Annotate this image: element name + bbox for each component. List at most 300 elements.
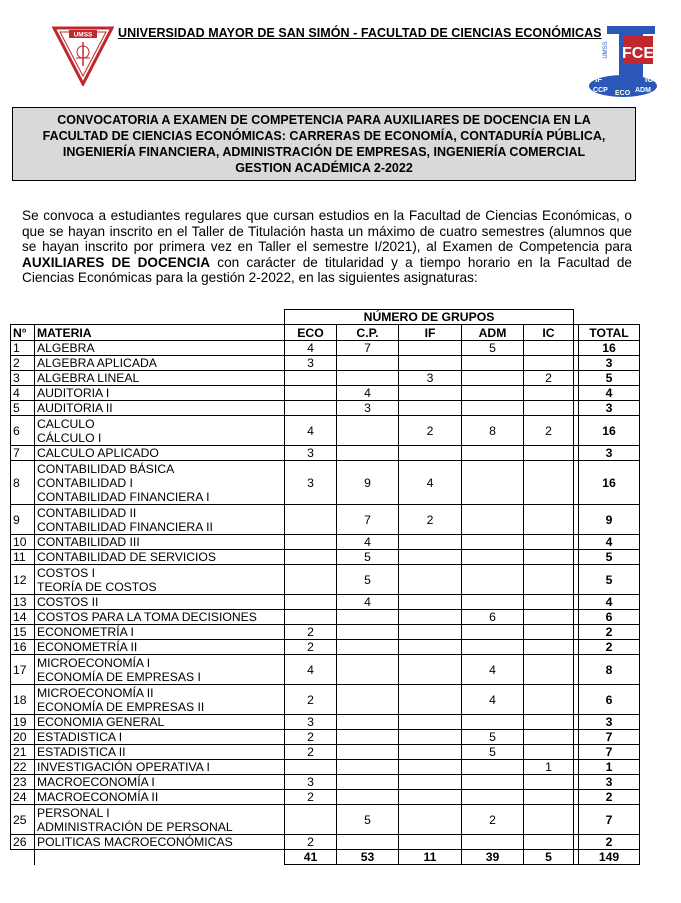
cell-adm [462,640,524,655]
cell-adm: 4 [462,655,524,685]
document-header [0,0,681,100]
row-number: 16 [11,640,35,655]
cell-total: 7 [579,745,640,760]
cell-cp [337,790,399,805]
materia-line: ADMINISTRACIÓN DE PERSONAL [37,819,233,834]
cell-if [399,715,462,730]
row-number: 20 [11,730,35,745]
cell-total: 5 [579,565,640,595]
materia-line: CALCULO [37,416,95,431]
cell-total: 2 [579,625,640,640]
row-materia [35,595,285,610]
table-row [11,745,640,760]
materia-line: AUDITORIA II [37,401,113,415]
materia-line: CONTABILIDAD BÁSICA [37,461,175,476]
cell-eco: 2 [285,685,337,715]
title-line: CONVOCATORIA A EXAMEN DE COMPETENCIA PARA AUXILIARES DE DOCENCIA EN LA [57,113,591,127]
col-header-materia: MATERIA [35,325,285,341]
total-adm: 39 [462,850,524,865]
materia-line: INVESTIGACIÓN OPERATIVA I [37,760,210,774]
total-grand: 149 [579,850,640,865]
table-row [11,550,640,565]
cell-if: 3 [399,371,462,386]
cell-adm [462,565,524,595]
materia-line: ALGEBRA LINEAL [37,371,140,385]
cell-total: 3 [579,775,640,790]
row-number: 18 [11,685,35,715]
svg-text:UMSS: UMSS [603,41,609,59]
group-count-header: NÚMERO DE GRUPOS [285,310,574,325]
table-row [11,386,640,401]
cell-total: 6 [579,610,640,625]
row-materia [35,775,285,790]
cell-ic [524,790,574,805]
cell-ic [524,610,574,625]
cell-adm [462,505,524,535]
cell-if [399,655,462,685]
row-materia [35,356,285,371]
cell-ic [524,341,574,356]
materia-line: PERSONAL I [37,805,110,820]
cell-adm: 5 [462,341,524,356]
cell-eco: 3 [285,715,337,730]
svg-text:CCP: CCP [593,87,608,94]
cell-eco: 3 [285,461,337,505]
cell-ic [524,835,574,850]
title-line: FACULTAD DE CIENCIAS ECONÓMICAS: CARRERAS DE ECONOMÍA, CONTADURÍA PÚBLICA, [42,129,606,143]
cell-adm [462,625,524,640]
cell-total: 3 [579,401,640,416]
intro-bold-text: AUXILIARES DE DOCENCIA [22,254,211,270]
row-materia [35,416,285,446]
cell-total: 16 [579,416,640,446]
cell-total: 4 [579,386,640,401]
cell-ic [524,461,574,505]
materia-line: CONTABILIDAD II [37,505,137,520]
cell-adm [462,446,524,461]
cell-if [399,625,462,640]
cell-adm [462,461,524,505]
materia-line: CONTABILIDAD DE SERVICIOS [37,550,217,564]
total-eco: 41 [285,850,337,865]
row-number: 9 [11,505,35,535]
cell-ic [524,715,574,730]
cell-ic: 2 [524,416,574,446]
cell-cp: 4 [337,595,399,610]
cell-cp [337,371,399,386]
cell-eco [285,371,337,386]
cell-total: 8 [579,655,640,685]
table-row [11,835,640,850]
col-header-cp: C.P. [337,325,399,341]
cell-ic [524,446,574,461]
cell-if: 2 [399,505,462,535]
cell-cp [337,730,399,745]
row-materia [35,760,285,775]
cell-ic [524,505,574,535]
cell-cp [337,655,399,685]
table-row [11,356,640,371]
cell-eco: 4 [285,341,337,356]
cell-adm [462,535,524,550]
materia-line: TEORÍA DE COSTOS [37,579,157,594]
cell-cp: 5 [337,805,399,835]
cell-adm [462,401,524,416]
materia-line: POLITICAS MACROECONÓMICAS [37,835,233,849]
table-row [11,655,640,685]
row-number: 6 [11,416,35,446]
materia-line: CONTABILIDAD FINANCIERA I [37,489,210,504]
table-row [11,535,640,550]
row-number: 13 [11,595,35,610]
svg-text:IC: IC [645,75,653,84]
table-row [11,610,640,625]
cell-if [399,790,462,805]
materia-line: MACROECONOMÍA II [37,790,159,804]
materia-line: MICROECONOMÍA II [37,685,154,700]
row-materia [35,730,285,745]
cell-ic [524,401,574,416]
materia-line: CONTABILIDAD I [37,475,133,490]
cell-ic [524,775,574,790]
materia-line: ECONOMETRÍA I [37,625,134,639]
row-number: 4 [11,386,35,401]
row-materia [35,610,285,625]
cell-cp [337,446,399,461]
table-row [11,640,640,655]
table-row [11,401,640,416]
cell-adm [462,790,524,805]
cell-ic [524,565,574,595]
cell-ic [524,655,574,685]
svg-text:UMSS: UMSS [73,31,93,39]
subjects-table [10,309,640,865]
row-materia [35,550,285,565]
cell-total: 4 [579,595,640,610]
table-row [11,416,640,446]
materia-line: CONTABILIDAD III [37,535,140,549]
cell-eco [285,610,337,625]
cell-if [399,446,462,461]
cell-adm [462,550,524,565]
cell-if [399,610,462,625]
cell-if [399,730,462,745]
total-cp: 53 [337,850,399,865]
total-if: 11 [399,850,462,865]
cell-cp [337,625,399,640]
cell-total: 2 [579,790,640,805]
cell-cp: 7 [337,505,399,535]
cell-total: 16 [579,461,640,505]
col-header-if: IF [399,325,462,341]
cell-eco: 2 [285,640,337,655]
cell-if [399,775,462,790]
table-row [11,505,640,535]
cell-if: 2 [399,416,462,446]
title-line: GESTION ACADÉMICA 2-2022 [235,161,413,175]
table-row [11,461,640,505]
cell-if [399,835,462,850]
cell-ic [524,685,574,715]
row-materia [35,565,285,595]
materia-line: ECONOMIA GENERAL [37,715,165,729]
intro-text-part2: con carácter de titularidad y a tiempo horario en la Facultad de Ciencias Económicas para la gestión 2-2022, en las siguientes asignaturas: [22,254,632,286]
cell-eco: 3 [285,356,337,371]
cell-adm [462,715,524,730]
table-row [11,790,640,805]
col-header-adm: ADM [462,325,524,341]
row-number: 23 [11,775,35,790]
cell-total: 3 [579,715,640,730]
materia-line: ALGEBRA APLICADA [37,356,157,370]
row-materia [35,805,285,835]
cell-ic [524,745,574,760]
row-number: 21 [11,745,35,760]
cell-if [399,595,462,610]
materia-line: ALGEBRA [37,341,95,355]
fce-logo [583,24,663,100]
materia-line: ECONOMETRÍA II [37,640,138,654]
cell-eco: 2 [285,745,337,760]
cell-ic [524,730,574,745]
cell-if [399,401,462,416]
cell-eco [285,760,337,775]
cell-cp: 5 [337,565,399,595]
cell-cp: 9 [337,461,399,505]
cell-total: 1 [579,760,640,775]
row-materia [35,745,285,760]
row-materia [35,790,285,805]
cell-total: 5 [579,550,640,565]
cell-ic [524,595,574,610]
svg-text:ADM: ADM [635,87,651,94]
cell-if [399,565,462,595]
cell-cp [337,685,399,715]
row-materia [35,835,285,850]
announcement-title-box [12,107,636,181]
cell-cp: 7 [337,341,399,356]
table-body [11,341,640,850]
row-materia [35,341,285,356]
row-number: 14 [11,610,35,625]
cell-cp [337,760,399,775]
row-number: 22 [11,760,35,775]
cell-ic [524,625,574,640]
row-number: 26 [11,835,35,850]
cell-adm [462,835,524,850]
cell-if [399,640,462,655]
cell-adm [462,386,524,401]
cell-if [399,745,462,760]
cell-if [399,760,462,775]
table-row [11,595,640,610]
row-materia [35,715,285,730]
cell-cp [337,775,399,790]
cell-ic: 2 [524,371,574,386]
cell-cp: 3 [337,401,399,416]
intro-paragraph [22,208,632,286]
col-header-total: TOTAL [579,325,640,341]
cell-if [399,341,462,356]
table-row [11,341,640,356]
materia-line: COSTOS I [37,565,96,580]
row-materia [35,505,285,535]
cell-adm [462,775,524,790]
cell-eco [285,805,337,835]
cell-if: 4 [399,461,462,505]
materia-line: ECONOMÍA DE EMPRESAS II [37,699,205,714]
materia-line: ECONOMÍA DE EMPRESAS I [37,669,201,684]
cell-cp [337,356,399,371]
cell-eco [285,535,337,550]
row-number: 10 [11,535,35,550]
materia-line: ESTADISTICA I [37,730,123,744]
total-ic: 5 [524,850,574,865]
table-row [11,775,640,790]
materia-line: MICROECONOMÍA I [37,655,151,670]
table-row [11,371,640,386]
cell-total: 9 [579,505,640,535]
row-materia [35,461,285,505]
cell-eco [285,550,337,565]
cell-total: 7 [579,730,640,745]
table-row [11,565,640,595]
materia-line: COSTOS II [37,595,99,609]
cell-adm [462,595,524,610]
cell-cp [337,745,399,760]
cell-cp [337,835,399,850]
cell-if [399,535,462,550]
cell-adm: 6 [462,610,524,625]
cell-total: 4 [579,535,640,550]
table-row [11,685,640,715]
row-number: 19 [11,715,35,730]
cell-total: 2 [579,835,640,850]
table-row [11,760,640,775]
cell-if [399,386,462,401]
row-number: 1 [11,341,35,356]
cell-eco [285,386,337,401]
cell-ic [524,640,574,655]
cell-adm [462,760,524,775]
row-number: 2 [11,356,35,371]
table-row [11,805,640,835]
table-row [11,730,640,745]
row-materia [35,386,285,401]
cell-adm: 8 [462,416,524,446]
totals-row [11,850,640,865]
cell-eco [285,595,337,610]
row-number: 17 [11,655,35,685]
col-header-ic: IC [524,325,574,341]
cell-eco [285,401,337,416]
cell-ic [524,805,574,835]
cell-total: 7 [579,805,640,835]
materia-line: CALCULO APLICADO [37,446,159,460]
cell-eco: 2 [285,790,337,805]
cell-eco: 2 [285,730,337,745]
cell-total: 3 [579,446,640,461]
svg-text:ECO: ECO [615,90,631,97]
row-materia [35,371,285,386]
intro-text-part1: Se convoca a estudiantes regulares que cursan estudios en la Facultad de Ciencias Económicas, o que se hayan inscrito en el Taller de Titulación hasta un máximo de cuatro semestres (alumnos que se hayan inscrito por primera vez en Taller el semestre I/2021), al Examen de Competencia para [22,208,632,255]
svg-text:FCE: FCE [622,45,654,62]
svg-text:IF: IF [595,75,603,84]
cell-eco: 4 [285,655,337,685]
row-number: 15 [11,625,35,640]
cell-ic: 1 [524,760,574,775]
row-materia [35,640,285,655]
row-number: 12 [11,565,35,595]
cell-cp: 4 [337,535,399,550]
row-number: 3 [11,371,35,386]
cell-eco [285,565,337,595]
cell-if [399,550,462,565]
cell-eco: 3 [285,446,337,461]
cell-cp [337,715,399,730]
cell-adm: 2 [462,805,524,835]
cell-cp: 4 [337,386,399,401]
cell-total: 16 [579,341,640,356]
cell-adm [462,356,524,371]
cell-if [399,805,462,835]
cell-adm: 5 [462,745,524,760]
cell-adm: 4 [462,685,524,715]
title-line: INGENIERÍA FINANCIERA, ADMINISTRACIÓN DE EMPRESAS, INGENIERÍA COMERCIAL [62,145,586,159]
cell-ic [524,386,574,401]
row-number: 11 [11,550,35,565]
row-materia [35,446,285,461]
table-row [11,625,640,640]
table-row [11,446,640,461]
cell-adm: 5 [462,730,524,745]
materia-line: MACROECONOMÍA I [37,775,155,789]
cell-total: 2 [579,640,640,655]
row-materia [35,535,285,550]
materia-line: CONTABILIDAD FINANCIERA II [37,519,213,534]
umss-shield-logo [52,26,114,86]
cell-cp [337,640,399,655]
cell-cp: 5 [337,550,399,565]
row-number: 25 [11,805,35,835]
cell-eco: 3 [285,775,337,790]
materia-line: COSTOS PARA LA TOMA DECISIONES [37,610,257,624]
row-materia [35,685,285,715]
row-number: 24 [11,790,35,805]
row-materia [35,401,285,416]
materia-line: ESTADISTICA II [37,745,126,759]
university-title: UNIVERSIDAD MAYOR DE SAN SIMÓN - FACULTAD DE CIENCIAS ECONÓMICAS [118,26,602,40]
row-number: 8 [11,461,35,505]
cell-ic [524,550,574,565]
col-header-eco: ECO [285,325,337,341]
cell-eco: 2 [285,625,337,640]
row-materia [35,625,285,640]
cell-eco: 2 [285,835,337,850]
cell-total: 5 [579,371,640,386]
row-number: 7 [11,446,35,461]
cell-cp [337,610,399,625]
cell-eco [285,505,337,535]
cell-if [399,685,462,715]
cell-total: 3 [579,356,640,371]
cell-ic [524,356,574,371]
cell-cp [337,416,399,446]
cell-ic [524,535,574,550]
row-materia [35,655,285,685]
table-row [11,715,640,730]
cell-adm [462,371,524,386]
